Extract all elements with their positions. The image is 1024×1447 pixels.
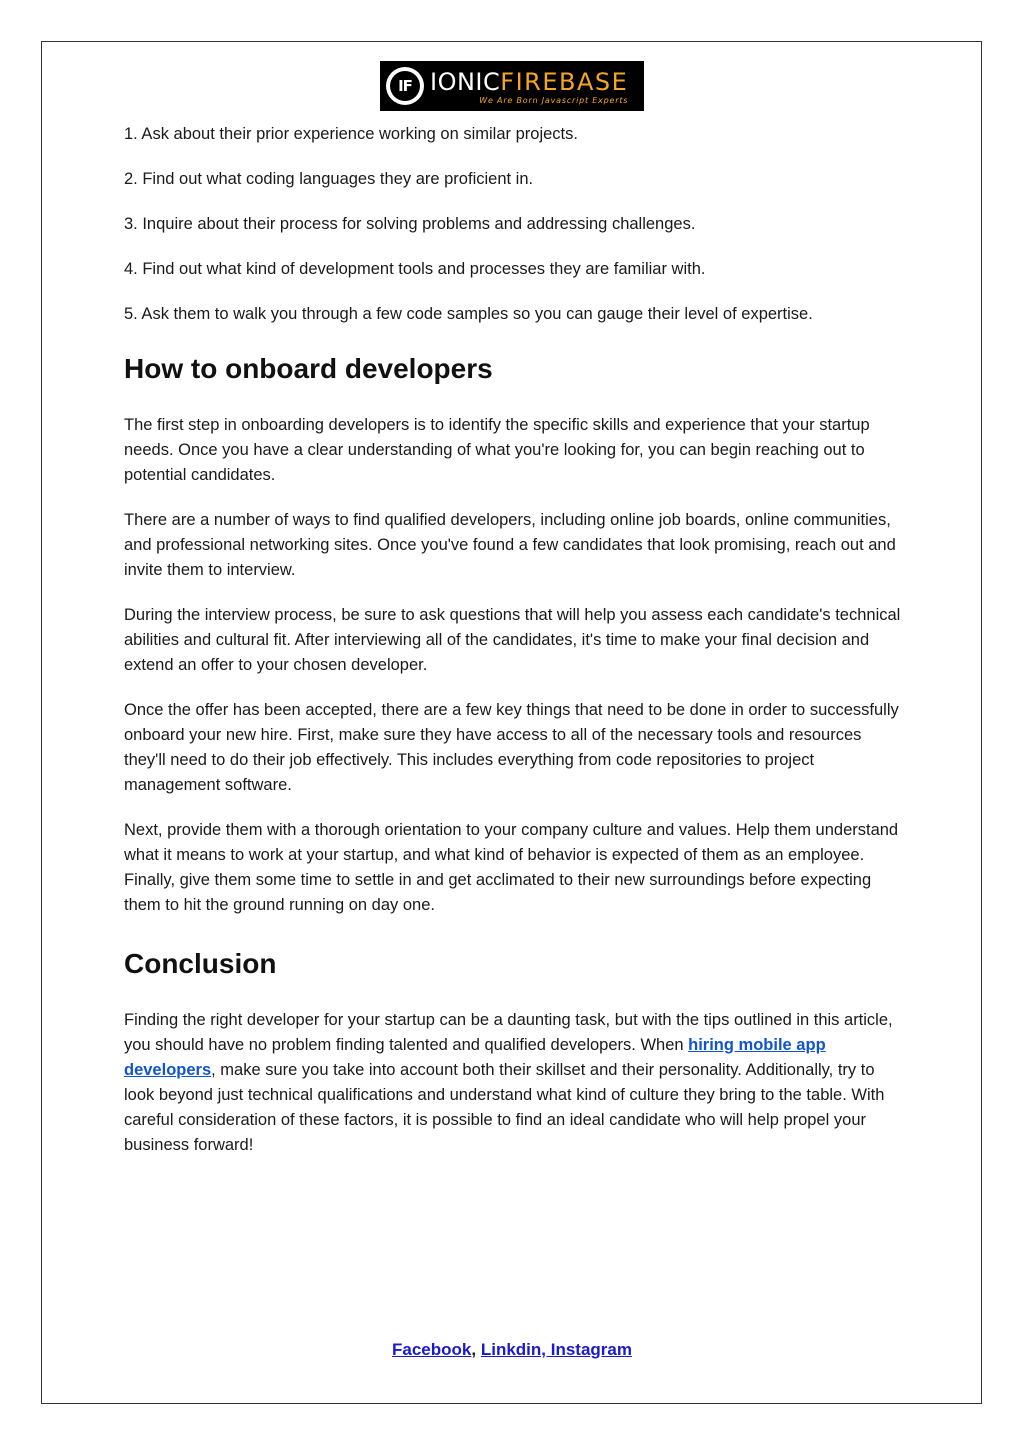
logo-wordmark [430,68,628,96]
onboard-paragraph-5: Next, provide them with a thorough orientation to your company culture and values. Help them understand what it means to work at your startup, and what kind of behavior is expected of them as an employee. Finally, give them some time to settle in and get acclimated to their new surroundings before expecting them to hit the ground running on day one. [124,821,899,914]
linkdin-instagram-link[interactable]: Linkdin, Instagram [480,1340,632,1359]
list-item-3: 3. Inquire about their process for solving problems and addressing challenges. [124,215,696,233]
article-body [124,122,904,1178]
conclusion-paragraph [124,1008,904,1158]
onboard-paragraph-1: The first step in onboarding developers is to identify the specific skills and experience that your startup needs. Once you have a clear understanding of what you're looking for, you can begin reaching out to potential candidates. [124,416,870,484]
onboard-paragraph-4: Once the offer has been accepted, there are a few key things that need to be done in order to successfully onboard your new hire. First, make sure they have access to all of the necessary tools and resources they'll need to do their job effectively. This includes everything from code repositories to project management software. [124,701,899,794]
list-item-4: 4. Find out what kind of development tools and processes they are familiar with. [124,260,706,278]
logo-word-accent: FIREBASE [500,67,629,96]
heading-onboard: How to onboard developers [124,353,493,384]
list-item-1: 1. Ask about their prior experience working on similar projects. [124,125,578,143]
logo-badge-letters: IF [390,71,420,101]
list-item-5: 5. Ask them to walk you through a few code samples so you can gauge their level of expertise. [124,305,813,323]
list-item-2: 2. Find out what coding languages they are proficient in. [124,170,534,188]
facebook-link[interactable]: Facebook [392,1340,472,1359]
ionicfirebase-logo [380,61,644,111]
footer-separator: , [471,1340,477,1359]
logo-badge-icon [386,67,424,105]
footer-social-links [0,1340,1024,1360]
conclusion-text-after: , make sure you take into account both their skillset and their personality. Additionally, try to look beyond just technical qualifications and understand what kind of culture they bring to the table. With careful consideration of these factors, it is possible to find an ideal candidate who will help propel your business forward! [124,1061,885,1154]
onboard-paragraph-2: There are a number of ways to find qualified developers, including online job boards, online communities, and professional networking sites. Once you've found a few candidates that look promising, reach out and invite them to interview. [124,511,896,579]
conclusion-text-before: Finding the right developer for your startup can be a daunting task, but with the tips outlined in this article, you should have no problem finding talented and qualified developers. When [124,1011,893,1054]
heading-conclusion: Conclusion [124,948,277,979]
logo-word-main: IONIC [430,67,501,96]
logo-tagline: We Are Born Javascript Experts [479,95,629,105]
logo-text [430,68,628,105]
hiring-developers-link[interactable]: hiring mobile app developers [124,1036,826,1079]
onboard-paragraph-3: During the interview process, be sure to ask questions that will help you assess each candidate's technical abilities and cultural fit. After interviewing all of the candidates, it's time to make your final decision and extend an offer to your chosen developer. [124,606,901,674]
